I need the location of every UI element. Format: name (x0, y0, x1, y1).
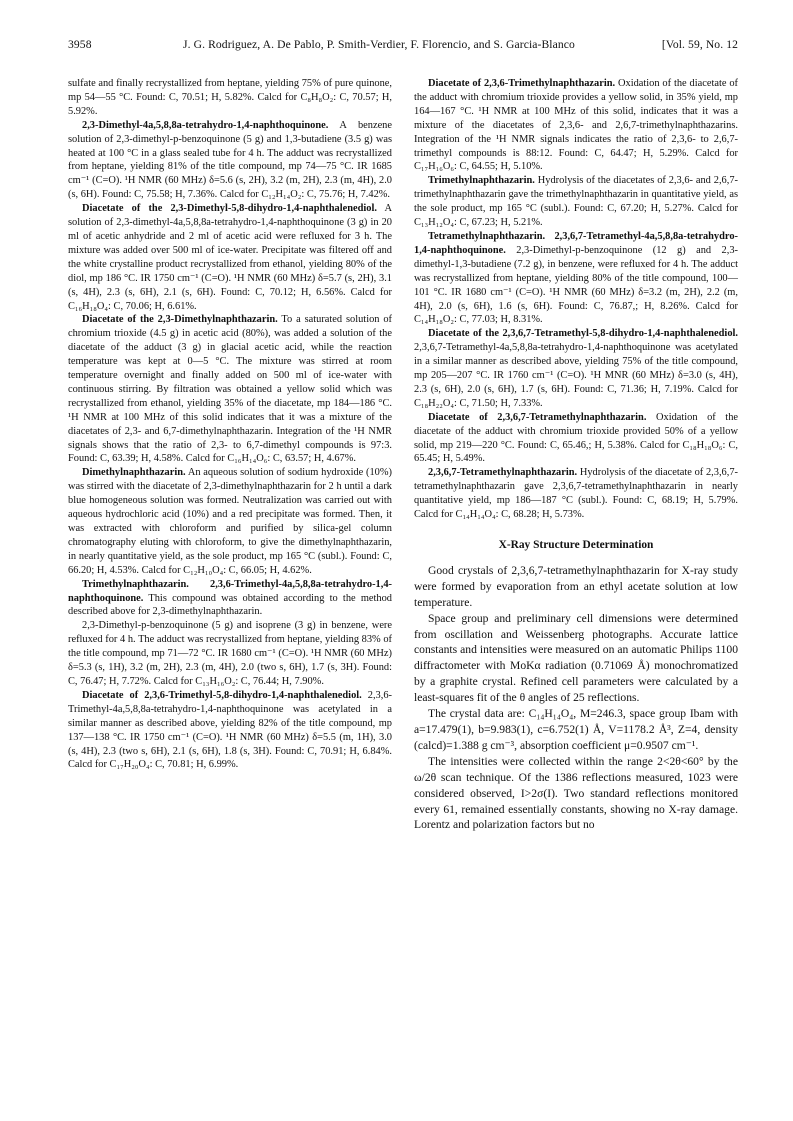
paragraph-intensities: The intensities were collected within the range 2<2θ<60° by the ω/2θ scan technique. Of the 1386 reflections measured, 1023 were considered observed, I>2σ(I). Two standard reflections monitored every 61, remained essentially constants, showing no X-ray damage. Lorentz and polarization factors but no (414, 754, 738, 832)
paragraph-diacetate-dihydro (68, 202, 392, 313)
paragraph-text: To a saturated solution of chromium trioxide (4.5 g) in acetic acid (80%), was added a solution of the diacetate of the adduct (3 g) in glacial acetic acid, while the reaction temperature was kept at 0—5 °C. The mixture was stirred at room temperature overnight and finally added on 500 ml of ice-water with continuous stirring. By filtration was obtained a yellow solid which was recrystallized from ethanol, yielding 35% of the diacetate, mp 184—186 °C. ¹H NMR at 100 MHz of this solid indicates that it was a mixture of the diacetates of 2,3- and 6,7-dimethylnaphthazarin. Integration of the ¹H NMR signals shows that the ratio of 2,3- to 6,7-dimethyl compounds is 97:3. Found: C, 63.39; H, 4.58%. Calcd for C₁₆H₁₄O₆: C, 63.57; H, 4.67%. (68, 314, 392, 465)
compound-heading: 2,3-Dimethyl-4a,5,8,8a-tetrahydro-1,4-naphthoquinone. (82, 119, 329, 131)
paragraph-crystals: Good crystals of 2,3,6,7-tetramethylnaphthazarin for X-ray study were formed by evaporation from an ethyl acetate solution at low temperature. (414, 563, 738, 609)
compound-heading: Trimethylnaphthazarin. (428, 175, 535, 187)
paragraph-diacetate-dimethylnaphthazarin (68, 313, 392, 466)
paragraph-crystal-data: The crystal data are: C₁₄H₁₄O₄, M=246.3, space group Ibam with a=17.479(1), b=9.983(1), c=6.752(1) Å, V=1178.2 Å³, Z=4, density (calcd)=1.388 g cm⁻³, absorption coefficient μ=0.9507 cm⁻¹. (414, 707, 738, 752)
paragraph-space-group: Space group and preliminary cell dimensions were determined from oscillation and Weissenberg photographs. Accurate lattice constants and intensities were measured on an automatic Philips 1100 diffractometer with MoKα radiation (0.71069 Å) monochromatized by a graphite crystal. Refined cell parameters were calculated by a least-squares fit of the θ angles of 25 reflections. (414, 611, 738, 705)
paragraph-diacetate-tetramethylnaphthazarin (414, 411, 738, 467)
volume-issue: [Vol. 59, No. 12 (661, 38, 738, 51)
right-column (414, 77, 738, 1087)
paragraph-text: An aqueous solution of sodium hydroxide (10%) was stirred with the diacetate of 2,3-dimethylnaphthazarin for 2 h until a dark blue homogeneous solution was formed. Neutralization was carried out with aqueous hydrochloric acid (10%) and a red precipitate was formed. Then, it was extracted with chloroform and purified by silica-gel column chromatography eluting with chloroform, to give the dimethylnaphthazarin, in nearly quantitative yield, as the sole product, mp 165 °C (subl.). Found: C, 66.20; H, 4.53%. Calcd for C₁₂H₁₀O₄: C, 66.05; H, 4.62%. (68, 467, 392, 576)
paragraph-isoprene-adduct: 2,3-Dimethyl-p-benzoquinone (5 g) and isoprene (3 g) in benzene, were refluxed for 4 h. The adduct was recrystallized from heptane, yielding 83% of the title compound, mp 71—72 °C. IR 1680 cm⁻¹ (C=O). ¹H NMR (60 MHz) δ=5.3 (s, 1H), 3.2 (m, 2H), 2.3 (m, 4H), 2.0 (two s, 6H), 1.7 (s, 3H). Found: C, 76.47; H, 7.72%. Calcd for C₁₃H₁₆O₂: C, 76.44; H, 7.90%. (68, 620, 392, 687)
compound-heading: Tetramethylnaphthazarin. 2,3,6,7-Tetramethyl-4a,5,8,8a-tetrahydro-1,4-naphthoquinone. (414, 230, 738, 256)
compound-heading: Diacetate of 2,3,6-Trimethyl-5,8-dihydro-1,4-naphthalenediol. (82, 689, 362, 701)
running-header (68, 38, 738, 58)
paragraph-text: 2,3-Dimethyl-p-benzoquinone (12 g) and 2,3-dimethyl-1,3-butadiene (7.2 g), in benzene, were refluxed for 4 h. The adduct was recrystallized from heptane, yielding 80% of the title compound, 100—101 °C. IR 1680 cm⁻¹ (C=O). ¹H NMR (60 MHz) δ=3.2 (m, 2H), 2.2 (m, 4H), 2.0 (s, 6H), 1.6 (s, 6H). Found: C, 76.87,; H, 8.26%. Calcd for C₁₄H₁₈O₂: C, 77.03; H, 8.31%. (414, 244, 738, 326)
compound-heading: Diacetate of the 2,3,6,7-Tetramethyl-5,8-dihydro-1,4-naphthalenediol. (428, 328, 738, 340)
compound-heading: 2,3,6,7-Tetramethylnaphthazarin. (428, 467, 578, 479)
paragraph-text: 2,3,6-Trimethyl-4a,5,8,8a-tetrahydro-1,4-naphthoquinone was acetylated in a similar manner as described above, yielding 82% of the title compound, mp 137—138 °C. IR 1750 cm⁻¹ (C=O). ¹H NMR (60 MHz) δ=5.5 (m, 1H), 3.0 (s, 4H), 2.3 (two s, 6H), 2.1 (s, 6H), 1.8 (s, 3H). Found: C, 70.91; H, 6.84%. Calcd for C₁₇H₂₀O₄: C, 70.81; H, 6.99%. (68, 689, 392, 771)
paragraph-text: Hydrolysis of the diacetate of 2,3,6,7-tetramethylnaphthazarin gave 2,3,6,7-tetramethylnaphthazarin in nearly quantitative yield, mp 186—187 °C (subl.). Found: C, 68.19; H, 5.79%. Calcd for C₁₄H₁₄O₄: C, 68.28; H, 5.73%. (414, 467, 738, 521)
page-number: 3958 (68, 38, 92, 51)
section-title: X-Ray Structure Determination (498, 539, 654, 551)
paragraph-tetramethyl-tetrahydro (414, 230, 738, 327)
left-column (68, 77, 392, 1087)
paragraph-text: Oxidation of the diacetate of the adduct with chromium trioxide provided 50% of a yellow solid, mp 219—220 °C. Found: C, 65.46,; H, 5.38%. Calcd for C₁₈H₁₈O₆: C, 65.45; H, 5.49%. (414, 411, 738, 465)
compound-heading: Trimethylnaphthazarin. 2,3,6-Trimethyl-4a,5,8,8a-tetrahydro-1,4-naphthoquinone. (68, 578, 392, 604)
paragraph-dimethylnaphthazarin (68, 466, 392, 577)
compound-heading: Diacetate of 2,3,6-Trimethylnaphthazarin. (428, 78, 616, 89)
paragraph-tetramethylnaphthazarin (414, 466, 738, 522)
paragraph-text: 2,3,6,7-Tetramethyl-4a,5,8,8a-tetrahydro-1,4-naphthoquinone was acetylated in a similar manner as described above, yielding 75% of the title compound, mp 205—207 °C. IR 1760 cm⁻¹ (C=O). ¹H MNR (60 MHz) δ=3.0 (s, 4H), 2.3 (s, 6H), 2.0 (s, 6H), 1.7 (s, 6H). Found: C, 71.36; H, 7.19%. Calcd for C₁₈H₂₂O₄: C, 71.50; H, 7.33%. (414, 342, 738, 409)
paragraph-text: Oxidation of the diacetate of the adduct with chromium trioxide provides a yellow solid, in 35% yield, mp 164—167 °C. ¹H NMR at 100 MHz of this solid, indicates that it was a mixture of the diacetates of 2,3,6- and 2,6,7-trimethylnaphthazarins. Integration of the ¹H NMR signals indicates the ratio of 2,3,6- to 2,6,7-trimethyl compounds is 88:12. Found: C, 64.47; H, 5.29%. Calcd for C₁₇H₁₆O₆: C, 64.55; H, 5.10%. (414, 78, 738, 173)
compound-heading: Diacetate of the 2,3-Dimethyl-5,8-dihydro-1,4-naphthalenediol. (82, 203, 377, 215)
paragraph-diacetate-tetramethyl-dihydro (414, 327, 738, 410)
running-authors: J. G. Rodriguez, A. De Pablo, P. Smith-Verdier, F. Florencio, and S. Garcia-Blanco (183, 38, 575, 51)
compound-heading: Diacetate of 2,3,6,7-Tetramethylnaphthazarin. (428, 411, 647, 423)
paragraph-text: This compound was obtained according to the method described above for 2,3-dimethylnaphthazarin. (68, 592, 392, 618)
paragraph-text: A solution of 2,3-dimethyl-4a,5,8,8a-tetrahydro-1,4-naphthoquinone (3 g) in 20 ml of acetic anhydride and 2 ml of acetic acid were refluxed for 3 h. The mixture was added over 500 ml of ice-water. Precipitate was filtered off and the white crystalline product recrystallized from ethanol, yielding 80% of the diol, mp 186 °C. IR 1750 cm⁻¹ (C=O). ¹H NMR (60 MHz) δ=5.7 (s, 2H), 3.1 (s, 4H), 2.3 (s, 6H), 2.1 (s, 6H). Found: C, 70.12; H, 6.56%. Calcd for C₁₆H₁₈O₄: C, 70.06; H, 6.61%. (68, 203, 392, 312)
paragraph-quinone-yield: sulfate and finally recrystallized from heptane, yielding 75% of pure quinone, mp 54—55 °C. Found: C, 70.51; H, 5.82%. Calcd for C₈H₈O₂: C, 70.57; H, 5.92%. (68, 78, 392, 117)
xray-section-body (414, 563, 738, 833)
paragraph-text: A benzene solution of 2,3-dimethyl-p-benzoquinone (5 g) and 1,3-butadiene (3.5 g) was heated at 100 °C in a glass sealed tube for 4 h. The adduct was recrystallized from heptane, yielding 81% of the title compound, mp 74—75 °C. IR 1685 cm⁻¹ (C=O). ¹H NMR (60 MHz) δ=5.6 (s, 2H), 3.2 (m, 2H), 2.3 (m, 4H), 2.0 (s, 6H). Found: C, 75.58; H, 7.36%. Calcd for C₁₂H₁₄O₂: C, 75.76; H, 7.42%. (68, 119, 392, 201)
paragraph-diacetate-trimethyl-dihydro (68, 689, 392, 772)
paragraph-trimethylnaphthazarin (414, 174, 738, 230)
paragraph-text: Hydrolysis of the diacetates of 2,3,6- and 2,6,7-trimethylnaphthazarin gave the trimethylnaphthazarin in quantitative yield, as the sole product, mp 165 °C (subl.). Found: C, 67.20; H, 5.27%. Calcd for C₁₃H₁₂O₄: C, 67.23; H, 5.21%. (414, 175, 738, 229)
paragraph-dimethyl-tetrahydro (68, 119, 392, 202)
paragraph-trimethylnaphthazarin-intro (68, 578, 392, 620)
compound-heading: Diacetate of the 2,3-Dimethylnaphthazarin. (82, 314, 278, 326)
compound-heading: Dimethylnaphthazarin. (82, 467, 186, 479)
paragraph-diacetate-trimethylnaphthazarin (414, 77, 738, 174)
